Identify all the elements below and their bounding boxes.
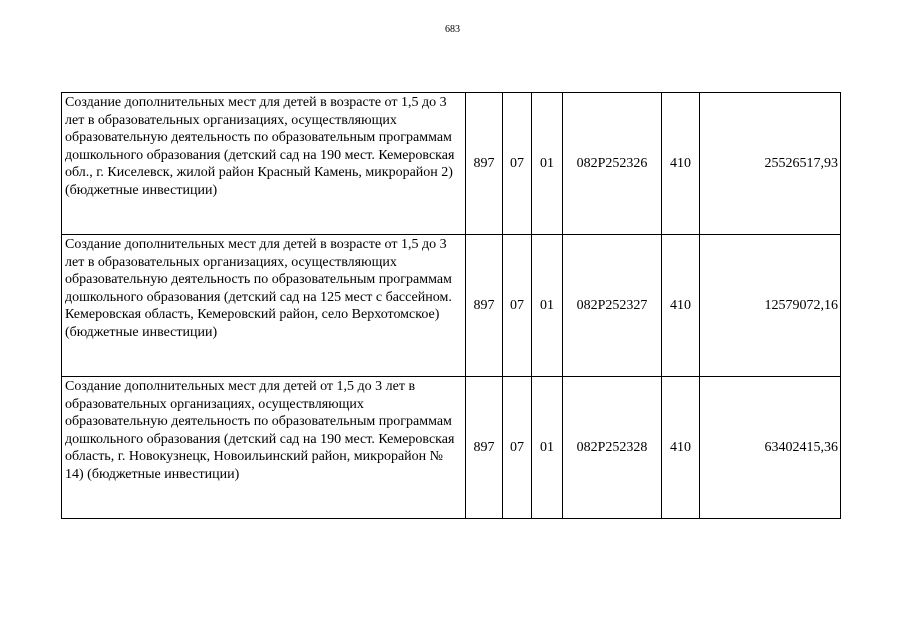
table-row bbox=[62, 93, 841, 235]
row-ministry-code: 897 bbox=[466, 93, 503, 235]
row-expense-type: 410 bbox=[662, 93, 700, 235]
row-target-article: 082P252326 bbox=[563, 93, 662, 235]
row-description: Создание дополнительных мест для детей от 1,5 до 3 лет в образовательных организациях, осуществляющих образовательную деятельность по образовательным программам дошкольного образования (детский сад на 190 мест. Кемеровская область, г. Новокузнецк, Новоильинский район, микрорайон № 14) (бюджетные инвестиции) bbox=[62, 377, 466, 519]
row-description: Создание дополнительных мест для детей в возрасте от 1,5 до 3 лет в образовательных организациях, осуществляющих образовательную деятельность по образовательным программам дошкольного образования (детский сад на 125 мест с бассейном. Кемеровская область, Кемеровский район, село Верхотомское) (бюджетные инвестиции) bbox=[62, 235, 466, 377]
row-subsection-code: 01 bbox=[532, 93, 563, 235]
row-section-code: 07 bbox=[503, 235, 532, 377]
row-ministry-code: 897 bbox=[466, 377, 503, 519]
row-expense-type: 410 bbox=[662, 377, 700, 519]
row-section-code: 07 bbox=[503, 93, 532, 235]
page-number: 683 bbox=[445, 24, 460, 35]
row-amount: 25526517,93 bbox=[700, 93, 841, 235]
row-target-article: 082P252328 bbox=[563, 377, 662, 519]
table-row bbox=[62, 377, 841, 519]
row-amount: 12579072,16 bbox=[700, 235, 841, 377]
row-expense-type: 410 bbox=[662, 235, 700, 377]
row-description: Создание дополнительных мест для детей в возрасте от 1,5 до 3 лет в образовательных организациях, осуществляющих образовательную деятельность по образовательным программам дошкольного образования (детский сад на 190 мест. Кемеровская обл., г. Киселевск, жилой район Красный Камень, микрорайон 2) (бюджетные инвестиции) bbox=[62, 93, 466, 235]
row-target-article: 082P252327 bbox=[563, 235, 662, 377]
row-section-code: 07 bbox=[503, 377, 532, 519]
row-subsection-code: 01 bbox=[532, 235, 563, 377]
table-row bbox=[62, 235, 841, 377]
row-subsection-code: 01 bbox=[532, 377, 563, 519]
budget-table bbox=[61, 92, 841, 519]
row-amount: 63402415,36 bbox=[700, 377, 841, 519]
row-ministry-code: 897 bbox=[466, 235, 503, 377]
